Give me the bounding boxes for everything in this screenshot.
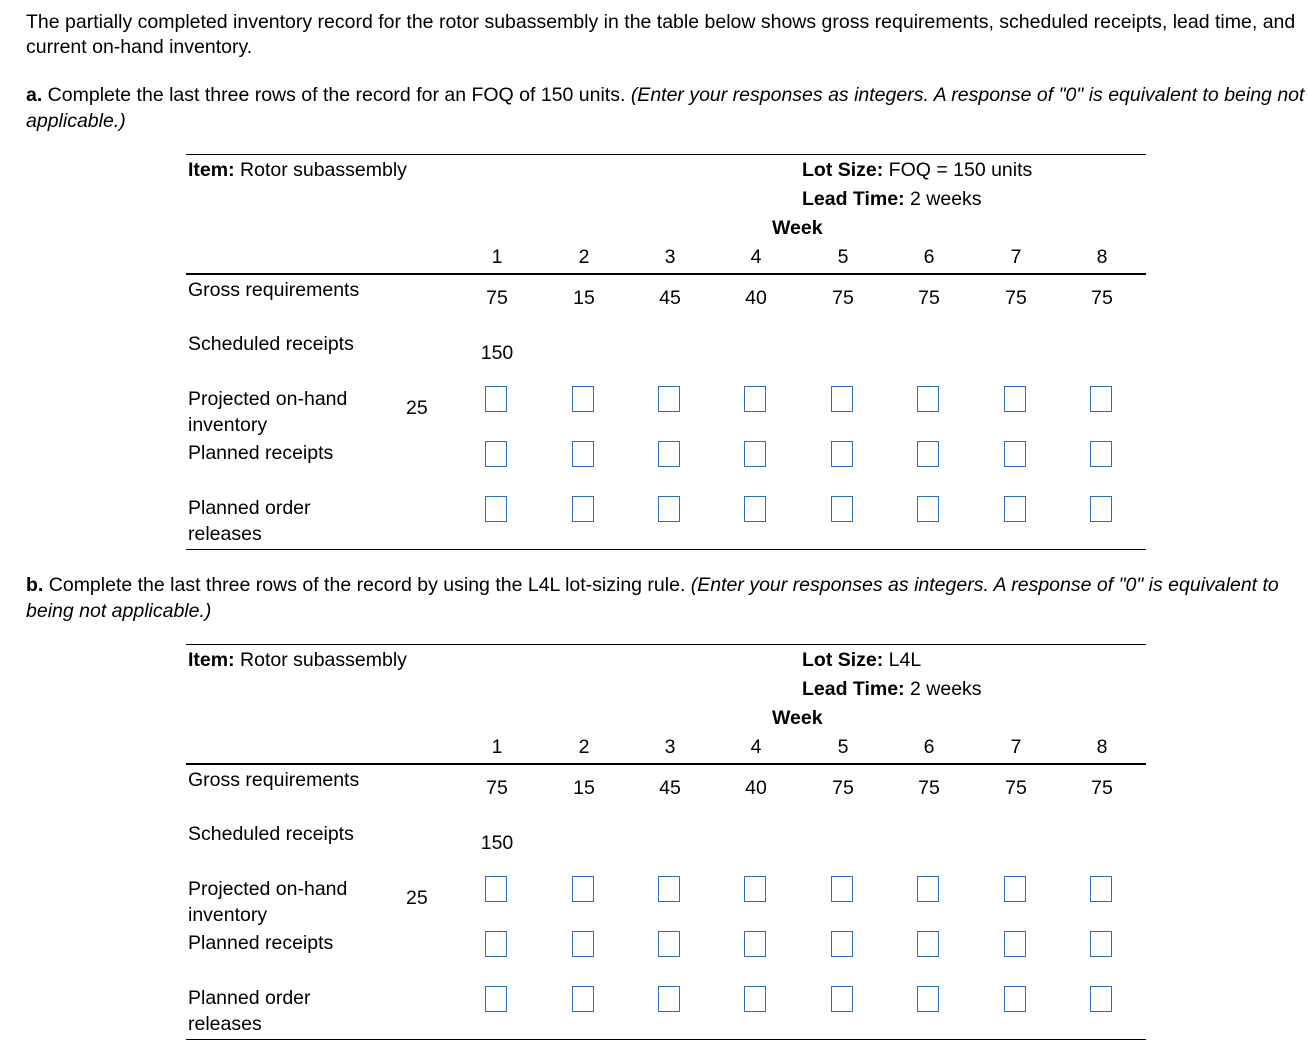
input-box-projected-on-hand[interactable] [572,876,594,902]
gross-requirement-cell: 75 [832,777,854,799]
week-number: 7 [1010,736,1022,758]
lead-time-label: Lead Time: [802,188,905,210]
input-box-planned-receipts[interactable] [572,441,594,467]
input-box-planned-order-releases[interactable] [572,496,594,522]
week-number: 4 [750,736,762,758]
week-number: 6 [923,736,935,758]
input-box-projected-on-hand[interactable] [1004,386,1026,412]
input-box-planned-receipts[interactable] [744,931,766,957]
input-box-projected-on-hand[interactable] [744,876,766,902]
input-box-planned-receipts[interactable] [658,441,680,467]
inventory-record-a [186,154,1146,550]
input-box-planned-order-releases[interactable] [658,986,680,1012]
input-box-planned-receipts[interactable] [1004,441,1026,467]
input-box-planned-receipts[interactable] [917,441,939,467]
record-header [186,155,1146,275]
input-box-planned-receipts[interactable] [744,441,766,467]
gross-requirement-cell: 75 [486,287,508,309]
week-number: 4 [750,246,762,268]
row-label-planned-order-releases: Planned order releases [188,987,311,1035]
input-box-planned-order-releases[interactable] [572,986,594,1012]
lead-time-value: 2 weeks [904,188,982,210]
lot-size-line [802,159,1032,182]
lead-time-label: Lead Time: [802,678,905,700]
scheduled-receipt-cell: 150 [480,832,514,854]
gross-requirement-cell: 75 [1091,777,1113,799]
week-number: 2 [578,736,590,758]
week-number: 2 [578,246,590,268]
week-number: 1 [491,736,503,758]
week-number: 7 [1010,246,1022,268]
gross-requirement-cell: 45 [659,287,681,309]
lot-size-label: Lot Size: [802,159,884,181]
row-label-planned-order-releases: Planned order releases [188,497,311,545]
input-box-projected-on-hand[interactable] [744,386,766,412]
input-box-planned-order-releases[interactable] [485,986,507,1012]
input-box-planned-order-releases[interactable] [1004,986,1026,1012]
input-box-projected-on-hand[interactable] [831,876,853,902]
part-letter: b. [26,574,44,596]
part-b-prompt [26,572,1306,624]
input-box-planned-receipts[interactable] [485,441,507,467]
initial-on-hand-value: 25 [406,887,428,909]
input-box-planned-order-releases[interactable] [744,496,766,522]
record-body [186,765,1146,1040]
input-box-projected-on-hand[interactable] [917,876,939,902]
input-box-projected-on-hand[interactable] [1090,386,1112,412]
lead-time-line [802,678,982,701]
lot-size-label: Lot Size: [802,649,884,671]
input-box-planned-receipts[interactable] [831,441,853,467]
item-label: Item: [188,649,235,671]
part-letter: a. [26,84,43,106]
gross-requirement-cell: 75 [1005,287,1027,309]
lead-time-line [802,188,982,211]
week-number: 6 [923,246,935,268]
gross-requirement-cell: 40 [745,287,767,309]
gross-requirement-cell: 15 [573,287,595,309]
lot-size-value: L4L [883,649,922,671]
row-label-gross-requirements: Gross requirements [188,279,360,301]
part-instruction: Complete the last three rows of the record for an FOQ of 150 units. [42,84,631,106]
part-note: (Enter your responses as integers. A response of "0" is equivalent to being not applicable.) [26,574,1279,622]
input-box-planned-receipts[interactable] [658,931,680,957]
gross-requirement-cell: 75 [1005,777,1027,799]
lead-time-value: 2 weeks [904,678,982,700]
item-line [188,649,407,672]
part-a-prompt [26,82,1306,134]
input-box-projected-on-hand[interactable] [1004,876,1026,902]
input-box-planned-order-releases[interactable] [1004,496,1026,522]
input-box-planned-receipts[interactable] [1090,441,1112,467]
gross-requirement-cell: 45 [659,777,681,799]
week-number: 3 [664,246,676,268]
input-box-planned-receipts[interactable] [485,931,507,957]
input-box-planned-receipts[interactable] [1004,931,1026,957]
row-label-gross-requirements: Gross requirements [188,769,360,791]
part-instruction: Complete the last three rows of the record by using the L4L lot-sizing rule. [43,574,691,596]
input-box-planned-receipts[interactable] [831,931,853,957]
row-label-projected-on-hand: Projected on-hand inventory [188,878,348,926]
row-label-planned-receipts: Planned receipts [188,932,334,954]
record-body [186,275,1146,550]
input-box-projected-on-hand[interactable] [1090,876,1112,902]
week-number: 5 [837,246,849,268]
gross-requirement-cell: 40 [745,777,767,799]
week-label: Week [772,217,823,239]
gross-requirement-cell: 75 [832,287,854,309]
input-box-planned-order-releases[interactable] [831,986,853,1012]
record-header [186,645,1146,765]
item-value: Rotor subassembly [234,159,407,181]
week-label: Week [772,707,823,729]
scheduled-receipt-cell: 150 [480,342,514,364]
lot-size-value: FOQ = 150 units [883,159,1033,181]
item-line [188,159,407,182]
input-box-projected-on-hand[interactable] [658,386,680,412]
gross-requirement-cell: 75 [1091,287,1113,309]
input-box-planned-order-releases[interactable] [917,496,939,522]
row-label-projected-on-hand: Projected on-hand inventory [188,388,348,436]
input-box-planned-order-releases[interactable] [917,986,939,1012]
input-box-planned-receipts[interactable] [1090,931,1112,957]
item-value: Rotor subassembly [234,649,407,671]
gross-requirement-cell: 75 [918,287,940,309]
input-box-planned-order-releases[interactable] [658,496,680,522]
input-box-projected-on-hand[interactable] [572,386,594,412]
week-number: 8 [1096,736,1108,758]
item-label: Item: [188,159,235,181]
input-box-planned-order-releases[interactable] [744,986,766,1012]
gross-requirement-cell: 75 [486,777,508,799]
gross-requirement-cell: 15 [573,777,595,799]
input-box-projected-on-hand[interactable] [831,386,853,412]
inventory-record-b [186,644,1146,1040]
input-box-planned-order-releases[interactable] [1090,986,1112,1012]
input-box-planned-order-releases[interactable] [831,496,853,522]
input-box-projected-on-hand[interactable] [485,876,507,902]
input-box-projected-on-hand[interactable] [917,386,939,412]
input-box-planned-receipts[interactable] [917,931,939,957]
problem-intro: The partially completed inventory record for the rotor subassembly in the table below shows gross requirements, scheduled receipts, lead time, and current on-hand inventory. [26,11,1296,58]
input-box-projected-on-hand[interactable] [485,386,507,412]
row-label-planned-receipts: Planned receipts [188,442,334,464]
row-label-scheduled-receipts: Scheduled receipts [188,823,354,845]
week-number: 5 [837,736,849,758]
input-box-projected-on-hand[interactable] [658,876,680,902]
week-number: 3 [664,736,676,758]
input-box-planned-order-releases[interactable] [1090,496,1112,522]
row-label-scheduled-receipts: Scheduled receipts [188,333,354,355]
input-box-planned-order-releases[interactable] [485,496,507,522]
part-note: (Enter your responses as integers. A response of "0" is equivalent to being not applicable.) [26,84,1305,132]
initial-on-hand-value: 25 [406,397,428,419]
lot-size-line [802,649,921,672]
input-box-planned-receipts[interactable] [572,931,594,957]
week-number: 1 [491,246,503,268]
week-number: 8 [1096,246,1108,268]
gross-requirement-cell: 75 [918,777,940,799]
